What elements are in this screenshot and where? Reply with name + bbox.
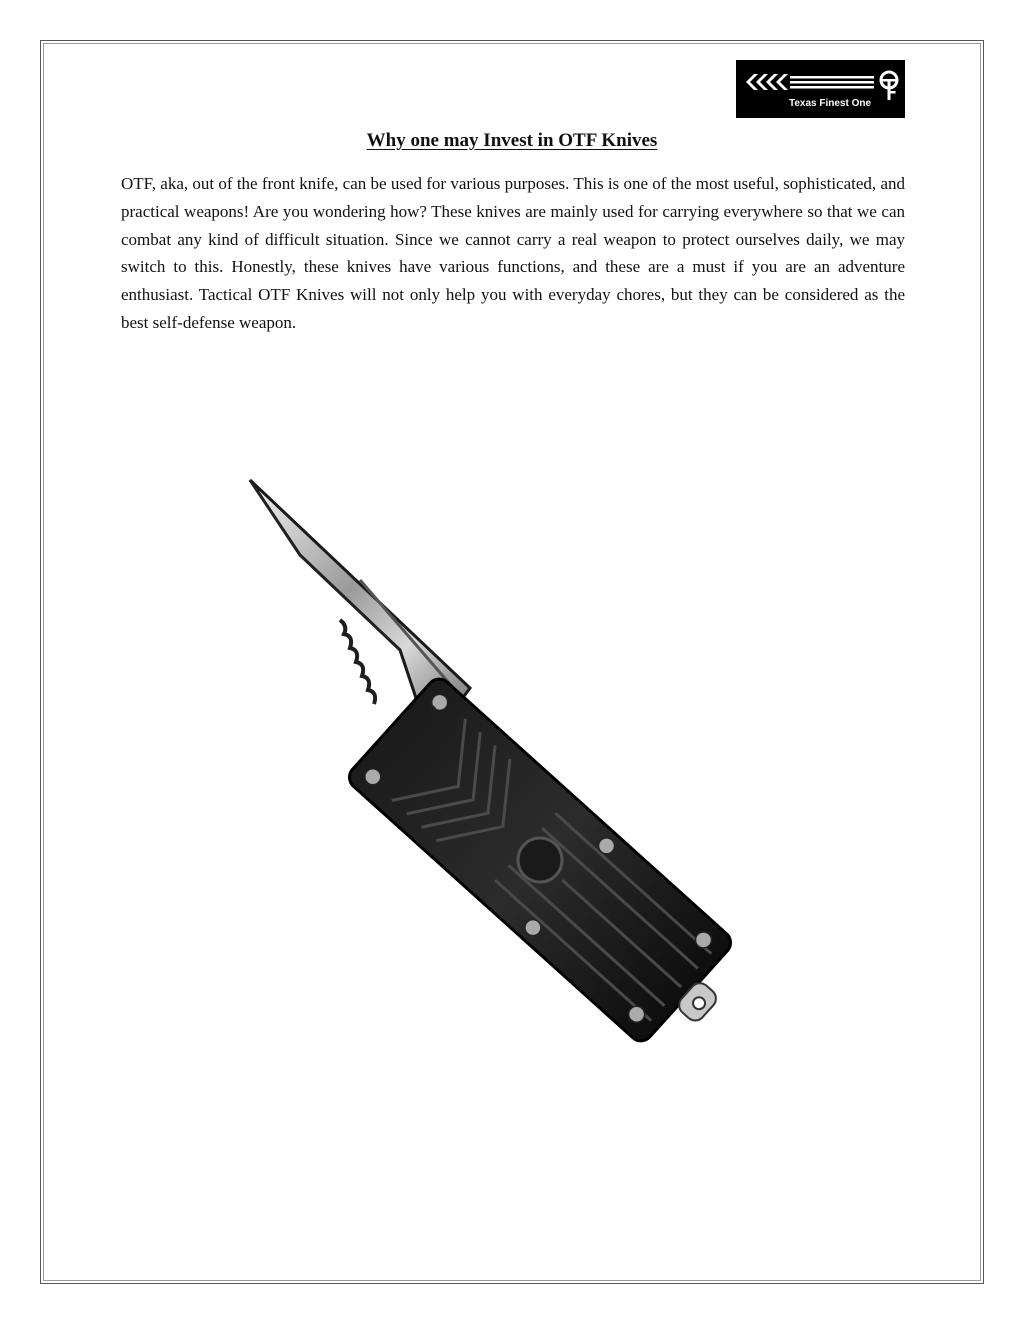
otf-knife-illustration-icon <box>240 470 820 1080</box>
article-title <box>0 130 1024 152</box>
article-paragraph: OTF, aka, out of the front knife, can be used for various purposes. This is one of the most useful, sophisticated, and practical weapons! Are you wondering how? These knives are mainly used for carrying everywhere so that we can combat any kind of difficult situation. Since we cannot carry a real weapon to protect ourselves daily, we may switch to this. Honestly, these knives have various functions, and these are a must if you are an adventure enthusiast. Tactical OTF Knives will not only help you with everyday chores, but they can be considered as the best self-defense weapon. <box>121 174 905 332</box>
texas-finest-one-logo-icon <box>736 60 905 118</box>
logo-brand-text: Texas Finest One <box>788 98 872 109</box>
blade-marking: D2 <box>426 703 443 721</box>
article-title-text: Why one may Invest in OTF Knives <box>366 130 658 151</box>
product-image <box>240 470 820 1080</box>
brand-logo <box>736 60 905 118</box>
